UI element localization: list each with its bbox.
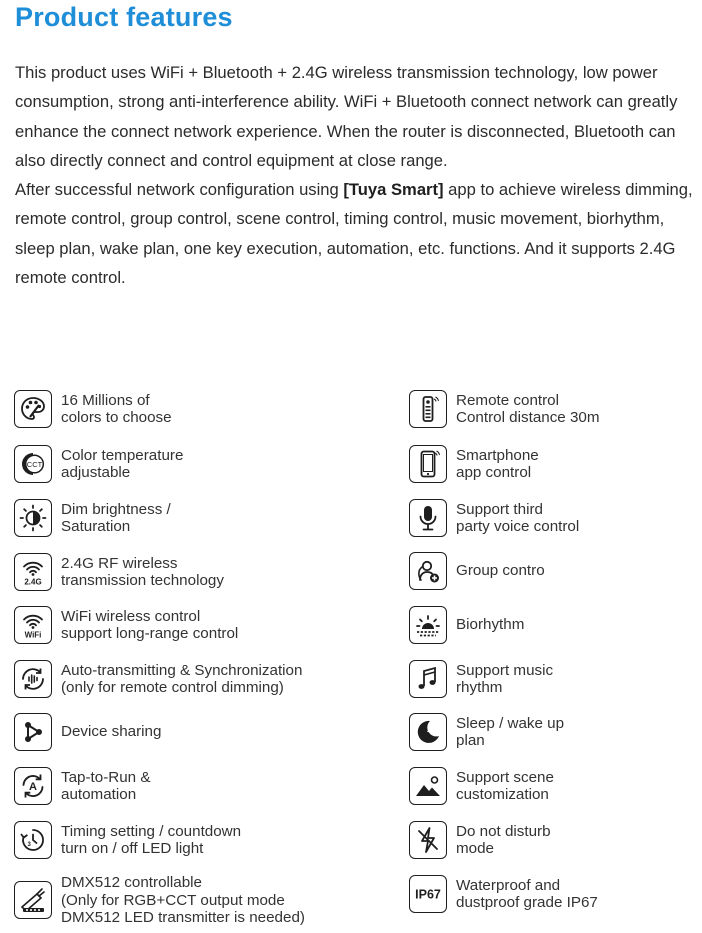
feature-line: (only for remote control dimming) bbox=[61, 679, 284, 696]
feature-text bbox=[456, 662, 553, 697]
feature-line: 16 Millions of bbox=[61, 391, 150, 409]
page-title: Product features bbox=[15, 2, 233, 32]
intro-text bbox=[15, 58, 695, 292]
feature-text bbox=[61, 823, 241, 858]
feature-line: mode bbox=[456, 840, 494, 857]
feature-text bbox=[456, 715, 564, 750]
feature-line: customization bbox=[456, 786, 549, 803]
feature-text bbox=[456, 501, 579, 536]
feature-text bbox=[456, 562, 545, 580]
tuya-smart-app-name: [Tuya Smart] bbox=[343, 180, 444, 200]
feature-text bbox=[456, 823, 551, 858]
rf-signal-icon bbox=[14, 553, 52, 591]
feature-text bbox=[456, 769, 554, 804]
feature-line: WiFi wireless control bbox=[61, 607, 201, 625]
feature-sleep-wake bbox=[409, 713, 564, 751]
feature-line: Tap-to-Run & bbox=[61, 768, 151, 786]
feature-text bbox=[61, 723, 161, 741]
cct-icon-label: CCT bbox=[26, 459, 43, 469]
feature-line: party voice control bbox=[456, 518, 580, 535]
dmx-icon bbox=[14, 881, 52, 919]
feature-text bbox=[61, 874, 305, 927]
feature-sync bbox=[14, 660, 302, 698]
feature-do-not-disturb bbox=[409, 821, 551, 859]
feature-color-temperature bbox=[14, 445, 183, 483]
feature-line: Smartphone bbox=[456, 446, 539, 464]
feature-line: Timing setting / countdown bbox=[61, 822, 242, 840]
feature-line: Saturation bbox=[61, 518, 131, 535]
feature-line: Remote control bbox=[456, 391, 559, 409]
feature-line: adjustable bbox=[61, 464, 131, 481]
feature-brightness bbox=[14, 499, 171, 537]
feature-scene bbox=[409, 767, 554, 805]
feature-text bbox=[61, 501, 171, 536]
intro-p2-end: app to achieve wireless dimming, remote control, group control, scene control, timing control, music movement, biorhythm, sleep plan, wake plan, one key execution, automation, etc. functions. And it supports 2.4G remote control. bbox=[15, 180, 693, 288]
music-icon bbox=[409, 660, 447, 698]
intro-paragraph-2 bbox=[15, 175, 695, 292]
feature-line: DMX512 LED transmitter is needed) bbox=[61, 909, 305, 926]
svg-text:3: 3 bbox=[27, 842, 31, 848]
smartphone-icon bbox=[409, 445, 447, 483]
feature-line: Do not disturb bbox=[456, 822, 551, 840]
brightness-icon bbox=[14, 499, 52, 537]
feature-text bbox=[456, 447, 539, 482]
rf-icon-label: 2.4G bbox=[24, 577, 42, 587]
feature-line: Support music bbox=[456, 661, 554, 679]
do-not-disturb-icon bbox=[409, 821, 447, 859]
feature-line: Biorhythm bbox=[456, 616, 525, 634]
feature-line: Auto-transmitting & Synchronization bbox=[61, 661, 303, 679]
feature-line: support long-range control bbox=[61, 625, 239, 642]
cct-icon bbox=[14, 445, 52, 483]
feature-text bbox=[61, 447, 183, 482]
feature-line: Color temperature bbox=[61, 446, 184, 464]
sync-icon bbox=[14, 660, 52, 698]
feature-ip67 bbox=[409, 875, 598, 913]
feature-line: Group contro bbox=[456, 562, 545, 580]
group-icon bbox=[409, 552, 447, 590]
feature-colors bbox=[14, 390, 172, 428]
sleep-icon bbox=[409, 713, 447, 751]
feature-line: Waterproof and bbox=[456, 876, 561, 894]
ip67-icon bbox=[409, 875, 447, 913]
feature-line: colors to choose bbox=[61, 409, 172, 426]
feature-line: Support third bbox=[456, 500, 543, 518]
automation-icon-label: A bbox=[29, 781, 37, 793]
feature-timing bbox=[14, 821, 241, 859]
feature-biorhythm bbox=[409, 606, 524, 644]
timer-icon bbox=[14, 821, 52, 859]
feature-group-control bbox=[409, 552, 545, 590]
feature-text bbox=[61, 555, 224, 590]
automation-icon bbox=[14, 767, 52, 805]
feature-rf-wireless bbox=[14, 553, 224, 591]
feature-line: transmission technology bbox=[61, 572, 224, 589]
feature-line: DMX512 controllable bbox=[61, 874, 202, 891]
feature-line: (Only for RGB+CCT output mode bbox=[61, 891, 285, 909]
microphone-icon bbox=[409, 499, 447, 537]
feature-text bbox=[61, 608, 238, 643]
feature-line: 2.4G RF wireless bbox=[61, 554, 178, 572]
feature-line: plan bbox=[456, 732, 485, 749]
feature-automation bbox=[14, 767, 150, 805]
feature-text bbox=[456, 392, 600, 427]
feature-text bbox=[456, 877, 598, 912]
feature-smartphone bbox=[409, 445, 539, 483]
sleep-icon-label: z bbox=[427, 725, 431, 734]
feature-device-sharing bbox=[14, 713, 161, 751]
feature-text bbox=[61, 392, 172, 427]
palette-icon bbox=[14, 390, 52, 428]
feature-text bbox=[456, 616, 524, 634]
feature-line: Control distance 30m bbox=[456, 409, 600, 426]
ip67-icon-label: IP67 bbox=[415, 887, 441, 902]
feature-line: dustproof grade IP67 bbox=[456, 894, 598, 911]
wifi-icon bbox=[14, 606, 52, 644]
feature-line: turn on / off LED light bbox=[61, 840, 204, 857]
feature-text bbox=[61, 769, 150, 804]
feature-line: rhythm bbox=[456, 679, 503, 696]
feature-remote-control bbox=[409, 390, 600, 428]
feature-line: Device sharing bbox=[61, 723, 162, 741]
share-icon bbox=[14, 713, 52, 751]
feature-line: app control bbox=[456, 464, 532, 481]
biorhythm-icon bbox=[409, 606, 447, 644]
remote-control-icon bbox=[409, 390, 447, 428]
wifi-icon-label: WiFi bbox=[24, 630, 42, 640]
intro-paragraph-1: This product uses WiFi + Bluetooth + 2.4G wireless transmission technology, low power consumption, strong anti-interference ability. WiFi + Bluetooth connect network can greatly enhance the connect network experience. When the router is disconnected, Bluetooth can also directly connect and control equipment at close range. bbox=[15, 63, 678, 170]
feature-voice-control bbox=[409, 499, 579, 537]
feature-line: Sleep / wake up bbox=[456, 714, 565, 732]
feature-text bbox=[61, 662, 302, 697]
scene-icon bbox=[409, 767, 447, 805]
feature-music-rhythm bbox=[409, 660, 553, 698]
feature-line: Support scene bbox=[456, 768, 554, 786]
intro-p2-start: After successful network configuration using bbox=[15, 180, 344, 200]
feature-wifi bbox=[14, 606, 238, 644]
feature-dmx512 bbox=[14, 874, 305, 927]
feature-line: Dim brightness / bbox=[61, 500, 171, 518]
feature-line: automation bbox=[61, 786, 137, 803]
